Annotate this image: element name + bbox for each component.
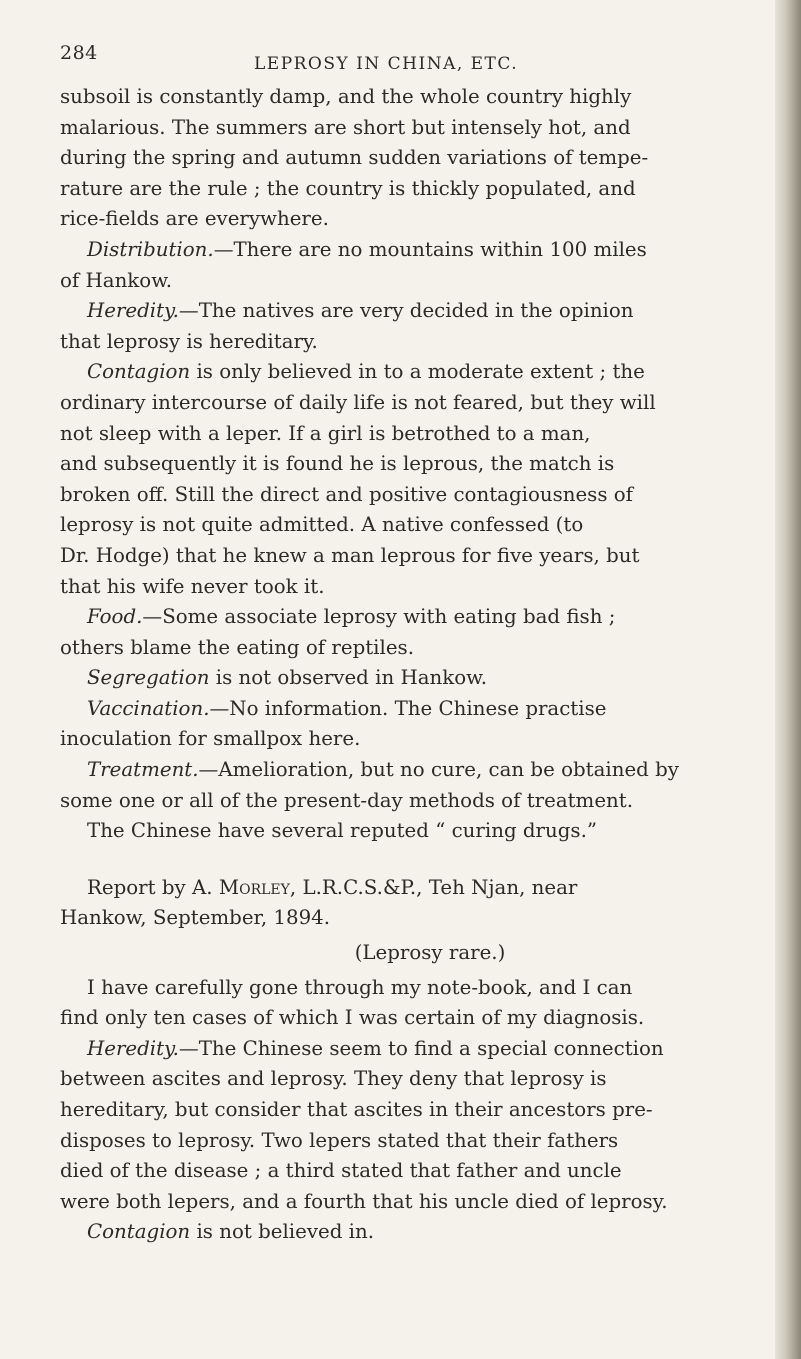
text-line: The Chinese have several reputed “ curing drugs.”: [87, 819, 597, 843]
page-number: 284: [60, 42, 98, 64]
text-line: leprosy is not quite admitted. A native confessed (to: [60, 513, 584, 537]
heredity-heading: Heredity.: [87, 299, 179, 323]
page-binding-edge: [775, 0, 801, 1359]
report-date: Hankow, September, 1894.: [60, 906, 331, 930]
page-header: [60, 42, 760, 82]
text-line: not sleep with a leper. If a girl is betrothed to a man,: [60, 421, 591, 445]
text-line: were both lepers, and a fourth that his uncle died of leprosy.: [60, 1189, 668, 1213]
food-heading: Food.: [87, 605, 143, 629]
text-line: others blame the eating of reptiles.: [60, 635, 414, 659]
heredity-paragraph: [60, 296, 770, 327]
text-line: inoculation for smallpox here.: [60, 727, 361, 751]
treatment-heading: Treatment.: [87, 758, 199, 782]
text-line: find only ten cases of which I was certain of my diagnosis.: [60, 1006, 645, 1030]
body-text: [60, 82, 770, 1248]
section-gap: [60, 847, 770, 873]
text-line: ordinary intercourse of daily life is not feared, but they will: [60, 390, 656, 414]
text-line: hereditary, but consider that ascites in their ancestors pre-: [60, 1098, 653, 1121]
food-paragraph: [60, 602, 770, 633]
text-run: —The Chinese seem to find a special connection: [178, 1036, 664, 1060]
treatment-paragraph: [60, 755, 770, 786]
text-line: died of the disease ; a third stated that father and uncle: [60, 1159, 622, 1183]
text-run: —Amelioration, but no cure, can be obtained by: [198, 758, 679, 782]
text-line: some one or all of the present-day methods of treatment.: [60, 788, 633, 812]
heredity-heading-2: Heredity.: [87, 1036, 179, 1060]
text-run: Report by A.: [87, 875, 219, 899]
distribution-paragraph: [60, 235, 770, 266]
text-run: —Some associate leprosy with eating bad fish ;: [142, 605, 616, 629]
distribution-heading: Distribution.: [87, 237, 214, 261]
text-line: between ascites and leprosy. They deny that leprosy is: [60, 1067, 607, 1091]
text-line: I have carefully gone through my note-book, and I can: [87, 975, 633, 999]
segregation-paragraph: [60, 663, 770, 694]
text-line: broken off. Still the direct and positive contagiousness of: [60, 482, 634, 506]
text-line: rice-fields are everywhere.: [60, 207, 329, 231]
text-run: is only believed in to a moderate extent ; the: [190, 360, 645, 384]
text-line: malarious. The summers are short but intensely hot, and: [60, 115, 631, 139]
contagion-paragraph-2: [60, 1217, 770, 1248]
text-line: during the spring and autumn sudden variations of tempe-: [60, 146, 649, 170]
text-line: subsoil is constantly damp, and the whole country highly: [60, 85, 632, 108]
text-line: disposes to leprosy. Two lepers stated that their fathers: [60, 1128, 619, 1152]
text-line: that leprosy is hereditary.: [60, 329, 318, 353]
text-line: that his wife never took it.: [60, 574, 325, 598]
text-run: is not observed in Hankow.: [209, 666, 488, 690]
text-run: is not believed in.: [190, 1220, 375, 1244]
text-run: , L.R.C.S.&P., Teh Njan, near: [289, 875, 578, 899]
leprosy-note: (Leprosy rare.): [354, 941, 506, 965]
segregation-heading: Segregation: [87, 666, 210, 690]
text-line: rature are the rule ; the country is thickly populated, and: [60, 176, 636, 200]
heredity-paragraph-2: [60, 1034, 770, 1065]
contagion-paragraph: [60, 357, 770, 388]
running-title: LEPROSY IN CHINA, ETC.: [254, 54, 519, 74]
report-author: Morley: [218, 875, 290, 899]
text-run: —There are no mountains within 100 miles: [213, 237, 647, 261]
report-byline: [60, 873, 770, 904]
vaccination-heading: Vaccination.: [87, 696, 210, 720]
text-run: —The natives are very decided in the opinion: [178, 299, 634, 323]
vaccination-paragraph: [60, 694, 770, 725]
contagion-heading-2: Contagion: [87, 1220, 191, 1244]
text-line: and subsequently it is found he is leprous, the match is: [60, 452, 615, 476]
text-line: of Hankow.: [60, 268, 173, 292]
contagion-heading: Contagion: [87, 360, 191, 384]
text-line: Dr. Hodge) that he knew a man leprous for five years, but: [60, 543, 640, 567]
text-run: —No information. The Chinese practise: [209, 696, 607, 720]
